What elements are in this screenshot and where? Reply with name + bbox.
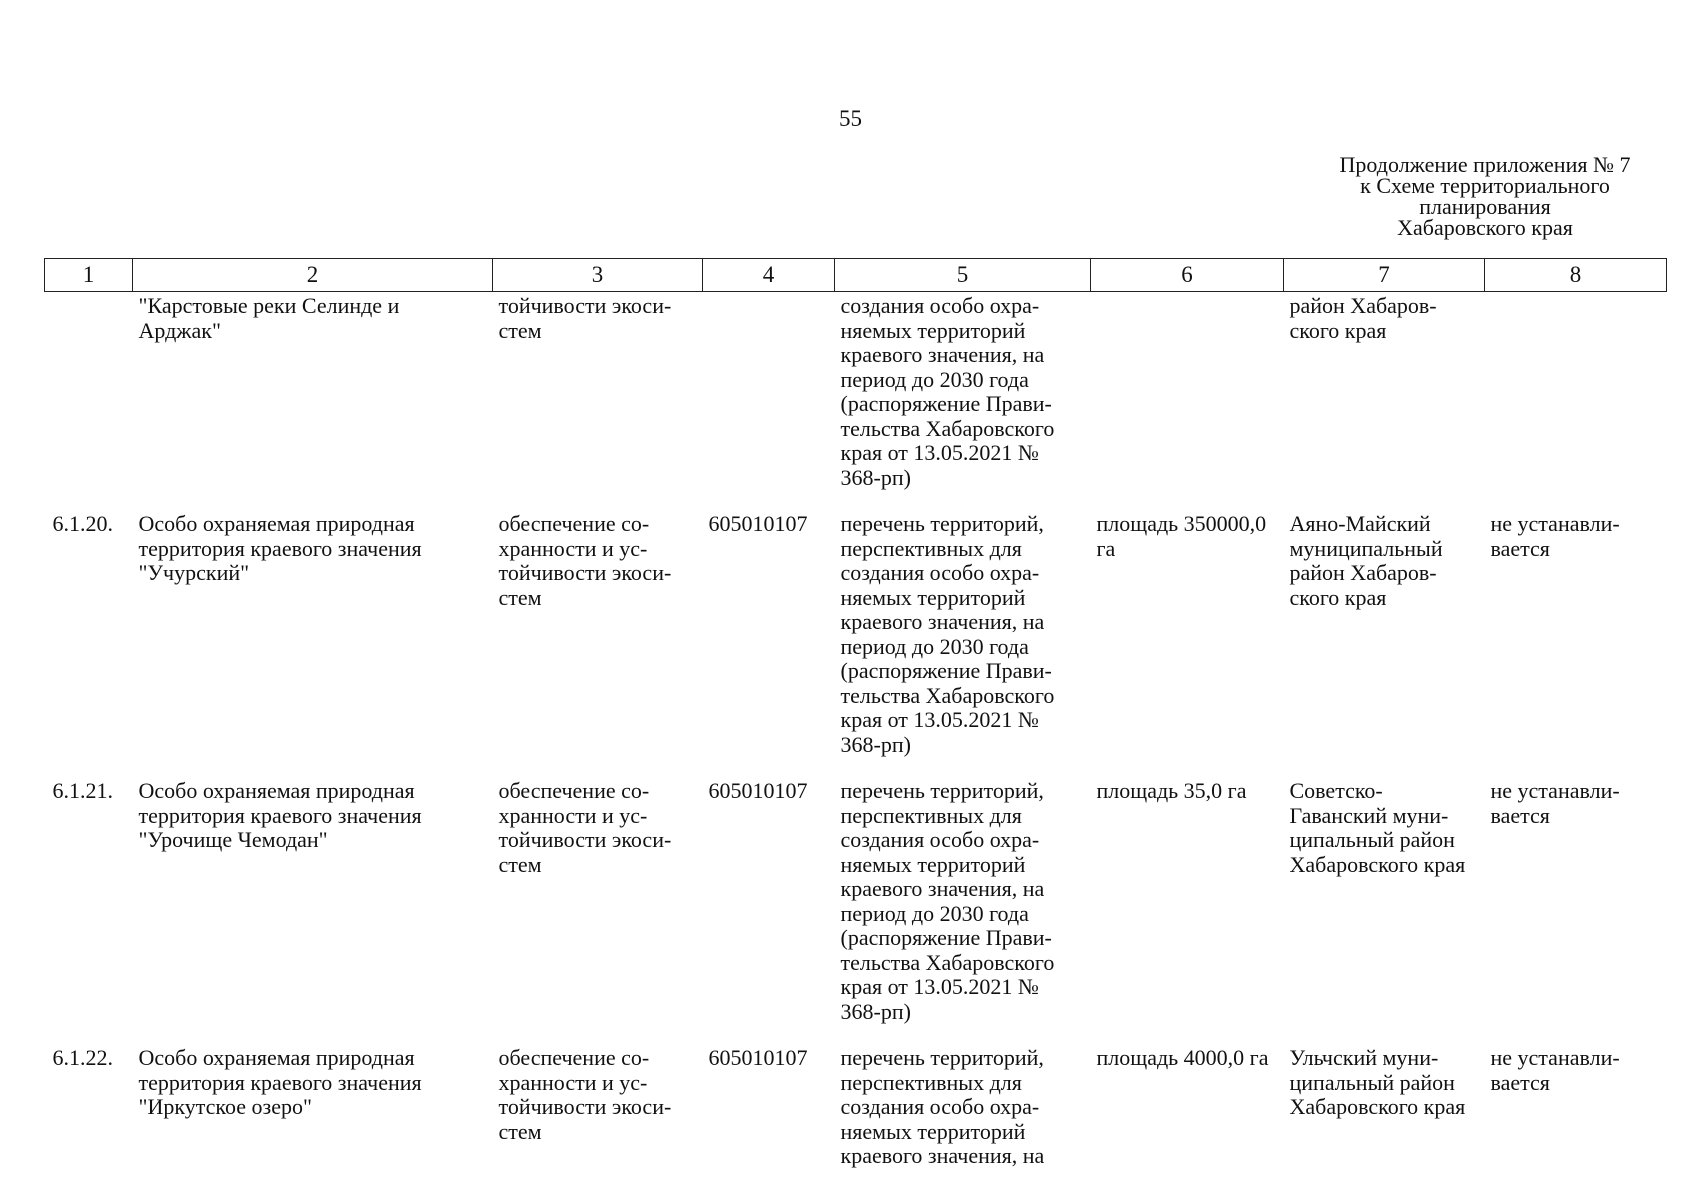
territories-table xyxy=(44,258,1667,1187)
territory-name: "Карстовые реки Селинде и Арджак" xyxy=(138,293,400,343)
column-header: 2 xyxy=(133,259,493,292)
column-header: 7 xyxy=(1284,259,1485,292)
territory-code: 605010107 xyxy=(708,1045,808,1070)
territory-zone: не устанавли-вается xyxy=(1490,511,1620,561)
row-number xyxy=(45,292,133,509)
territory-area: площадь 350000,0 га xyxy=(1096,511,1267,561)
territory-basis: перечень территорий, перспективных для создания особо охра-няемых территорий краевого значения, на xyxy=(840,1045,1045,1168)
column-header: 6 xyxy=(1091,259,1284,292)
appendix-line-4: Хабаровского края xyxy=(1397,215,1573,240)
territory-purpose: тойчивости экоси-стем xyxy=(498,293,672,343)
table-row xyxy=(45,1042,1667,1187)
appendix-line-3: планирования xyxy=(1419,194,1551,219)
territory-code: 605010107 xyxy=(708,778,808,803)
territory-name: Особо охраняемая природная территория краевого значения "Учурский" xyxy=(138,511,422,585)
appendix-note xyxy=(1270,154,1700,238)
column-header: 5 xyxy=(835,259,1091,292)
territory-code xyxy=(703,292,835,509)
column-header: 1 xyxy=(45,259,133,292)
column-header: 8 xyxy=(1485,259,1667,292)
table-row xyxy=(45,292,1667,509)
header-row xyxy=(45,259,1667,292)
territory-purpose: обеспечение со-хранности и ус-тойчивости экоси-стем xyxy=(498,511,672,610)
territory-area: площадь 35,0 га xyxy=(1096,778,1247,803)
territory-purpose: обеспечение со-хранности и ус-тойчивости экоси-стем xyxy=(498,1045,672,1144)
row-number: 6.1.22. xyxy=(52,1045,113,1070)
territory-basis: перечень территорий, перспективных для создания особо охра-няемых территорий краевого значения, на период до 2030 года (распоряжение Прави-тельства Хабаровского края от 13.05.2021 № 368-рп) xyxy=(840,511,1055,757)
table-row xyxy=(45,775,1667,1042)
table-row xyxy=(45,508,1667,775)
territory-basis: создания особо охра-няемых территорий краевого значения, на период до 2030 года (распоряжение Прави-тельства Хабаровского края от 13.05.2021 № 368-рп) xyxy=(840,293,1055,490)
territory-name: Особо охраняемая природная территория краевого значения "Урочище Чемодан" xyxy=(138,778,422,852)
territory-basis: перечень территорий, перспективных для создания особо охра-няемых территорий краевого значения, на период до 2030 года (распоряжение Прави-тельства Хабаровского края от 13.05.2021 № 368-рп) xyxy=(840,778,1055,1024)
page-number: 55 xyxy=(839,106,862,131)
row-number: 6.1.21. xyxy=(52,778,113,803)
territory-purpose: обеспечение со-хранности и ус-тойчивости экоси-стем xyxy=(498,778,672,877)
column-header: 4 xyxy=(703,259,835,292)
territory-zone: не устанавли-вается xyxy=(1490,1045,1620,1095)
territory-name: Особо охраняемая природная территория краевого значения "Иркутское озеро" xyxy=(138,1045,422,1119)
column-header: 3 xyxy=(493,259,703,292)
territory-zone: не устанавли-вается xyxy=(1490,778,1620,828)
appendix-line-1: Продолжение приложения № 7 xyxy=(1339,152,1631,177)
row-number: 6.1.20. xyxy=(52,511,113,536)
territory-location: Советско-Гаванский муни-ципальный район Хабаровского края xyxy=(1289,778,1466,877)
territory-location: Аяно-Майский муниципальный район Хабаров-ского края xyxy=(1289,511,1443,610)
territory-code: 605010107 xyxy=(708,511,808,536)
territory-area: площадь 4000,0 га xyxy=(1096,1045,1269,1070)
territory-zone xyxy=(1485,292,1667,509)
territory-location: Ульчский муни-ципальный район Хабаровского края xyxy=(1289,1045,1466,1119)
territory-location: район Хабаров-ского края xyxy=(1289,293,1437,343)
territory-area xyxy=(1091,292,1284,509)
appendix-line-2: к Схеме территориального xyxy=(1360,173,1610,198)
